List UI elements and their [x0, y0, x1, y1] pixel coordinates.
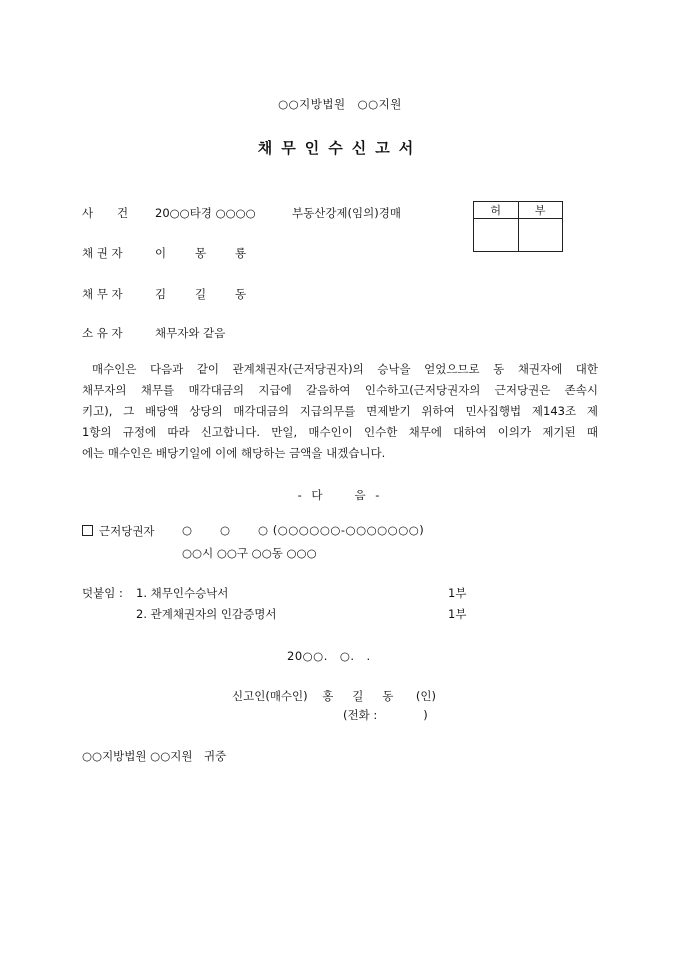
owner-value: 채무자와 같음	[155, 326, 226, 340]
body-line: 매수인은 다음과 같이 관계채권자(근저당권자)의 승낙을 얻었으므로 동 채권자에 대한	[92, 362, 598, 376]
mortgagee-id-number: (○○○○○○-○○○○○○○)	[272, 523, 425, 537]
body-line: 채무자의 채무를 매각대금의 지급에 갈음하여 인수하고(근저당권자의 근저당권은 존속시	[82, 383, 598, 397]
recipient-court: ○○지방법원 ○○지원 귀중	[82, 749, 227, 763]
body-paragraph	[82, 359, 598, 464]
attachments-label: 덧붙임 :	[82, 586, 123, 600]
body-line: 키고), 그 배당액 상당의 매각대금의 지급의무를 면제받기 위하여 민사집행법 제143조 제	[82, 404, 598, 418]
mortgagee-name-char: ○	[258, 523, 269, 537]
debtor-name	[155, 286, 275, 302]
creditor-name	[155, 245, 275, 261]
approval-header-permit: 허	[474, 202, 519, 219]
document-title: 채무인수신고서	[257, 139, 423, 157]
reporter-phone: (전화 : )	[343, 708, 428, 722]
case-label-char-2: 건	[117, 206, 129, 220]
reporter-name-char: 길	[352, 689, 364, 703]
attachment-item: 2. 관계채권자의 인감증명서	[136, 607, 277, 621]
owner-label: 소 유 자	[82, 326, 123, 340]
document-date: 20○○. ○. .	[287, 649, 371, 663]
attachment-qty: 1부	[448, 607, 467, 621]
approval-cell-permit	[474, 219, 519, 252]
attachment-item: 1. 채무인수승낙서	[136, 586, 229, 600]
creditor-name-char: 이	[155, 246, 167, 260]
mortgagee-name-char: ○	[182, 523, 193, 537]
mortgagee-label-row	[82, 523, 155, 539]
creditor-name-char: 몽	[195, 246, 207, 260]
reporter-label: 신고인(매수인)	[232, 689, 308, 703]
creditor-label: 채 권 자	[82, 246, 123, 260]
creditor-name-char: 룡	[235, 246, 247, 260]
reporter-name	[311, 689, 412, 703]
seal-mark: (인)	[415, 689, 437, 703]
mortgagee-name	[182, 523, 258, 537]
debtor-label: 채 무 자	[82, 287, 123, 301]
approval-header-deny: 부	[518, 202, 563, 219]
reporter-signature	[232, 688, 436, 704]
case-label-char-1: 사	[82, 206, 94, 220]
body-line: 1항의 규정에 따라 신고합니다. 만일, 매수인이 인수한 채무에 대하여 이의가 제기된 때	[82, 425, 598, 439]
mortgagee-checkbox[interactable]	[82, 525, 93, 536]
debtor-name-char: 동	[235, 287, 247, 301]
case-type: 부동산강제(임의)경매	[292, 206, 401, 220]
mortgagee-address: ○○시 ○○구 ○○동 ○○○	[182, 546, 317, 560]
case-number: 20○○타경 ○○○○	[155, 206, 256, 220]
approval-table	[473, 201, 563, 252]
mortgagee-label: 근저당권자	[99, 524, 155, 538]
mortgagee-name-char: ○	[220, 523, 231, 537]
debtor-name-char: 김	[155, 287, 167, 301]
reporter-name-char: 동	[382, 689, 394, 703]
remark-heading: - 다 음 -	[297, 488, 383, 502]
body-line: 에는 매수인은 배당기일에 이에 해당하는 금액을 내겠습니다.	[82, 446, 386, 460]
debtor-name-char: 길	[195, 287, 207, 301]
attachment-qty: 1부	[448, 586, 467, 600]
approval-cell-deny	[518, 219, 563, 252]
court-header: ○○지방법원 ○○지원	[278, 97, 402, 111]
reporter-name-char: 홍	[322, 689, 334, 703]
mortgagee-id	[258, 523, 424, 537]
